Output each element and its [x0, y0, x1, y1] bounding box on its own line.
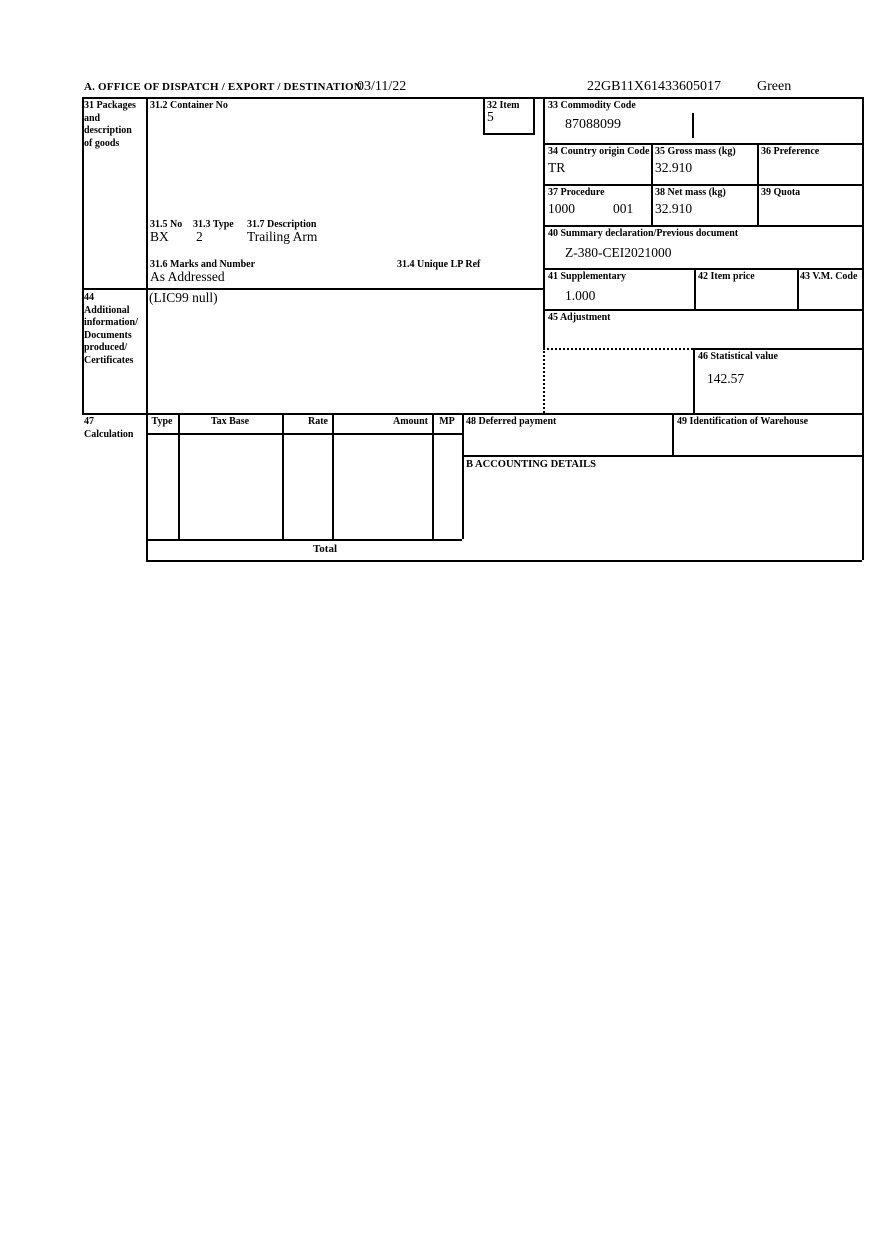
divider: [543, 143, 862, 145]
divider: [543, 268, 862, 270]
divider: [672, 413, 674, 455]
box40-summary-declaration-value: Z-380-CEI2021000: [565, 245, 672, 260]
acceptance-date-value: 03/11/22: [357, 79, 407, 94]
divider: [543, 184, 862, 186]
dotted-divider: [543, 348, 693, 350]
dotted-divider: [543, 348, 545, 413]
divider: [178, 413, 180, 539]
box35-gross-mass-value: 32.910: [655, 160, 693, 175]
box31-6-marks-label: 31.6 Marks and Number: [150, 259, 256, 270]
divider: [146, 433, 462, 435]
box31-4-unique-lp-ref-label: 31.4 Unique LP Ref: [397, 259, 481, 270]
box48-deferred-payment-label: 48 Deferred payment: [466, 416, 557, 427]
calc-col-mp: MP: [439, 416, 455, 427]
calc-col-amount: Amount: [392, 416, 428, 427]
box35-gross-mass-label: 35 Gross mass (kg): [655, 146, 736, 157]
box44-additional-info-label: 44 Additional information/ Documents produced/ Certificates: [84, 292, 138, 366]
box36-preference-label: 36 Preference: [761, 146, 820, 157]
box32-item-value: 5: [487, 109, 494, 124]
divider: [332, 413, 334, 539]
box31-3-type-label: 31.3 Type: [193, 219, 234, 230]
divider: [82, 413, 862, 415]
box41-supplementary-label: 41 Supplementary: [548, 271, 627, 282]
box46-statistical-value-label: 46 Statistical value: [698, 351, 778, 362]
box31-5-no-value: BX: [150, 229, 169, 244]
divider: [757, 143, 759, 225]
box34-country-origin-label: 34 Country origin Code: [548, 146, 650, 157]
box34-country-origin-value: TR: [548, 160, 566, 175]
divider: [543, 309, 862, 311]
box31-5-no-label: 31.5 No: [150, 219, 183, 230]
box43-vm-code-label: 43 V.M. Code: [800, 271, 858, 282]
box31-2-container-no-label: 31.2 Container No: [150, 100, 228, 111]
box49-warehouse-label: 49 Identification of Warehouse: [677, 416, 809, 427]
divider: [651, 143, 653, 225]
calc-col-tax-base: Tax Base: [210, 416, 250, 427]
box33-commodity-code-value: 87088099: [565, 117, 621, 132]
divider: [693, 348, 862, 350]
divider: [432, 413, 434, 539]
box37-procedure-value-2: 001: [613, 201, 634, 216]
form-right-border: [862, 97, 864, 560]
accounting-details-label: B ACCOUNTING DETAILS: [466, 459, 596, 470]
box37-procedure-value-1: 1000: [548, 201, 575, 216]
box33-commodity-code-label: 33 Commodity Code: [548, 100, 636, 111]
divider: [693, 348, 695, 413]
box31-packages-label: 31 Packages and description of goods: [84, 100, 136, 149]
form-bottom-border: [146, 560, 862, 562]
box42-item-price-label: 42 Item price: [698, 271, 755, 282]
divider: [462, 455, 862, 457]
divider: [694, 268, 696, 309]
commodity-code-separator-tick: [692, 113, 694, 138]
calc-col-rate: Rate: [308, 416, 328, 427]
item-box-bottom-border: [483, 133, 535, 135]
box31-7-description-label: 31.7 Description: [247, 219, 317, 230]
divider: [543, 225, 862, 227]
box45-adjustment-label: 45 Adjustment: [548, 312, 611, 323]
divider: [146, 539, 462, 541]
box47-calculation-label: 47 Calculation: [84, 416, 134, 440]
box40-summary-declaration-label: 40 Summary declaration/Previous document: [548, 228, 739, 239]
box31-6-marks-value: As Addressed: [150, 269, 225, 284]
divider: [146, 97, 148, 560]
calc-col-type: Type: [151, 416, 173, 427]
item-box-left-border: [483, 97, 485, 133]
routing-value: Green: [757, 79, 792, 94]
item-box-right-border: [533, 97, 535, 133]
box44-additional-info-value: (LIC99 null): [149, 290, 218, 305]
divider: [282, 413, 284, 539]
box46-statistical-value: 142.57: [707, 371, 745, 386]
box31-3-type-value: 2: [196, 229, 203, 244]
box32-item-label: 32 Item: [487, 100, 520, 111]
box31-7-description-value: Trailing Arm: [247, 229, 318, 244]
office-of-dispatch-label: A. OFFICE OF DISPATCH / EXPORT / DESTINATION: [84, 81, 362, 93]
box39-quota-label: 39 Quota: [761, 187, 801, 198]
calc-total-label: Total: [312, 543, 338, 555]
movement-reference-value: 22GB11X61433605017: [587, 79, 722, 94]
divider: [462, 413, 464, 539]
box38-net-mass-label: 38 Net mass (kg): [655, 187, 726, 198]
divider: [797, 268, 799, 309]
box37-procedure-label: 37 Procedure: [548, 187, 605, 198]
divider: [543, 97, 545, 348]
form-top-border: [82, 97, 862, 99]
box38-net-mass-value: 32.910: [655, 201, 693, 216]
box41-supplementary-value: 1.000: [565, 288, 596, 303]
